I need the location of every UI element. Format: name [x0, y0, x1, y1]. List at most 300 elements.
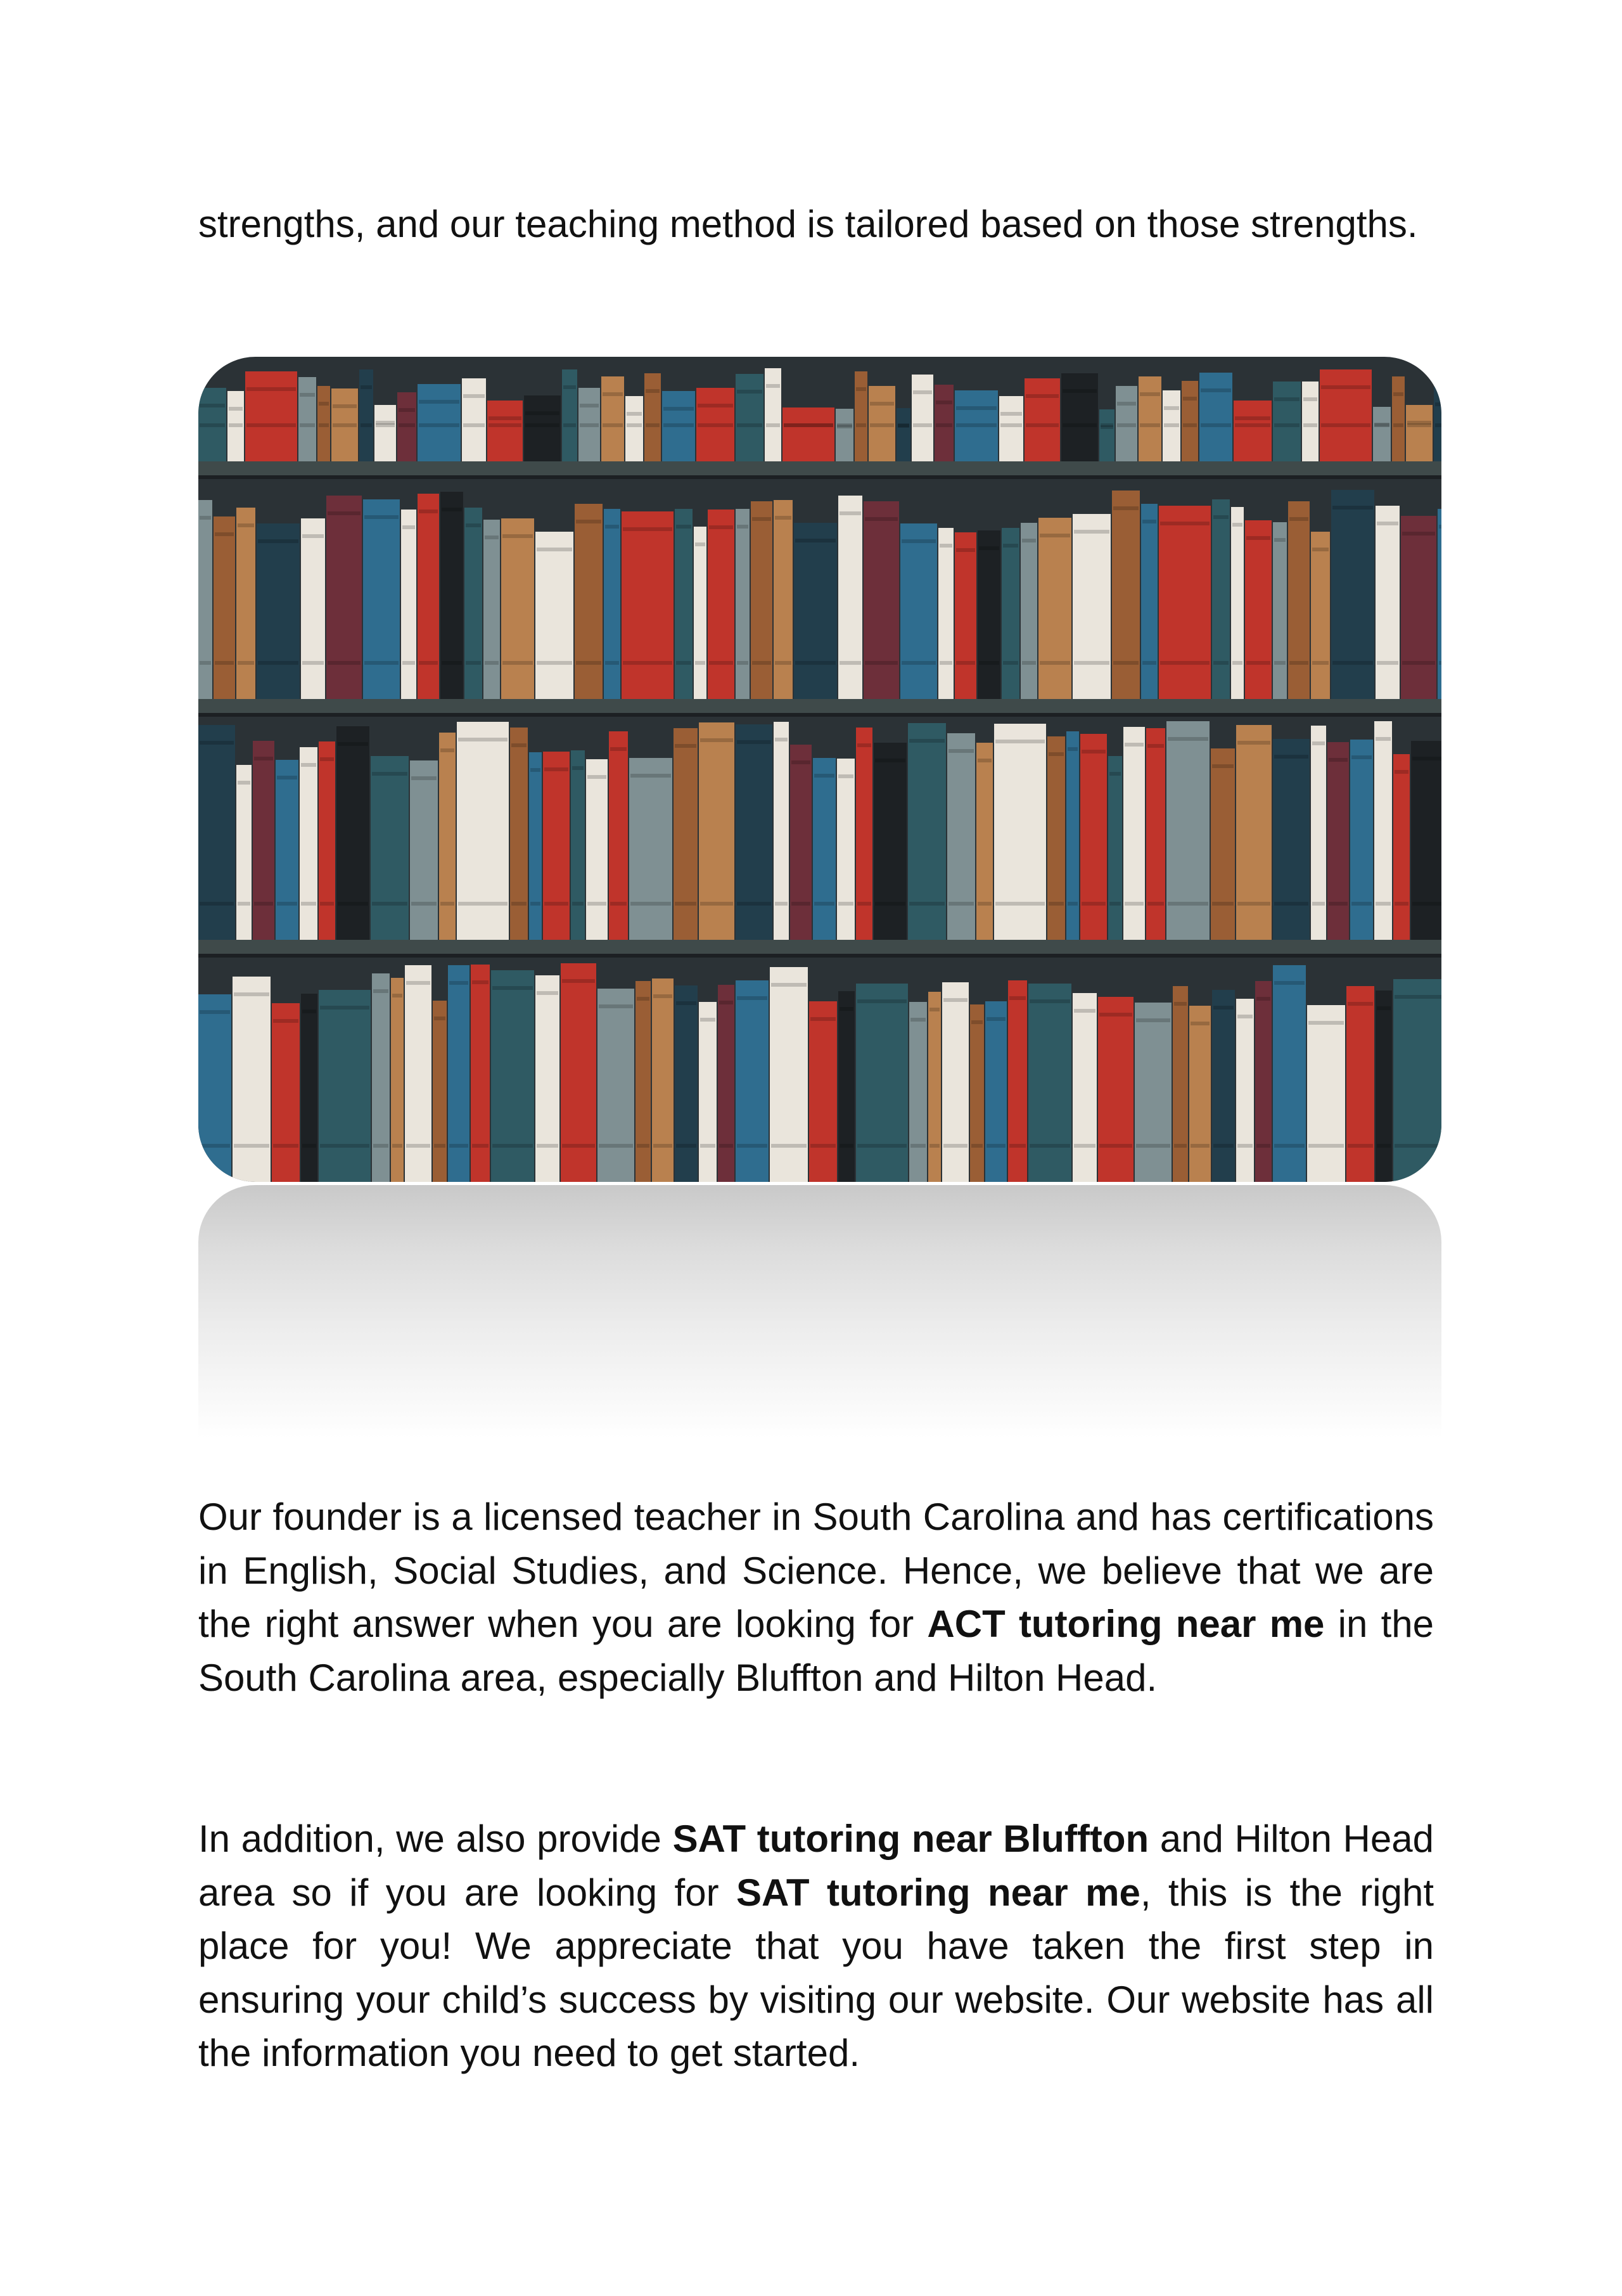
- book-spine-band: [530, 902, 540, 906]
- book-spine-band: [784, 423, 833, 427]
- paragraph-intro-continuation: [198, 198, 1434, 252]
- book-spine-band: [971, 1144, 983, 1148]
- book-spine-band: [1168, 902, 1208, 906]
- book-spine-band: [637, 1144, 649, 1148]
- book-spine-band: [775, 738, 788, 741]
- book-spine-band: [913, 390, 932, 394]
- book-spine: [813, 758, 836, 940]
- book-spine: [1189, 1006, 1211, 1182]
- book-spine-band: [909, 902, 945, 906]
- book-spine: [510, 728, 528, 940]
- book-spine: [524, 395, 561, 461]
- book-spine: [699, 1002, 717, 1182]
- book-spine-band: [978, 902, 992, 906]
- book-spine-band: [875, 902, 905, 906]
- book-spine: [774, 722, 789, 940]
- book-spine-band: [1237, 1015, 1253, 1018]
- paragraph-text: strengths, and our teaching method is tailored based on those strengths.: [198, 203, 1418, 245]
- book-spine-band: [1321, 385, 1370, 389]
- book-spine-band: [1274, 423, 1300, 427]
- book-spine-band: [273, 1019, 298, 1023]
- book-spine-band: [200, 516, 211, 520]
- book-spine: [1061, 373, 1098, 461]
- book-spine: [1327, 742, 1349, 940]
- book-spine: [535, 975, 559, 1182]
- book-spine-band: [1308, 1021, 1344, 1025]
- book-spine: [675, 509, 693, 699]
- book-spine: [856, 728, 872, 940]
- bold-keyword-act-tutoring: ACT tutoring near me: [927, 1603, 1325, 1645]
- book-spine-band: [1160, 522, 1210, 525]
- book-spine-band: [301, 902, 316, 906]
- book-spine: [1311, 532, 1330, 699]
- book-spine: [214, 516, 235, 699]
- book-spine-band: [1393, 392, 1403, 396]
- book-spine: [694, 527, 706, 699]
- book-spine: [675, 985, 698, 1182]
- book-spine: [371, 756, 409, 940]
- book-spine: [856, 984, 908, 1182]
- book-spine-band: [419, 661, 438, 665]
- book-spine-band: [875, 759, 905, 762]
- book-spine-band: [1351, 902, 1372, 906]
- book-spine: [1047, 736, 1065, 940]
- book-spine-band: [563, 423, 576, 427]
- book-spine: [457, 722, 509, 940]
- book-spine: [359, 369, 373, 461]
- book-spine: [790, 745, 812, 940]
- book-spine-band: [752, 661, 771, 665]
- book-spine-band: [492, 986, 533, 990]
- book-spine-band: [511, 902, 527, 906]
- book-spine-band: [572, 766, 584, 770]
- book-spine: [300, 747, 317, 940]
- book-spine: [837, 759, 855, 940]
- book-spine-band: [1435, 423, 1441, 427]
- book-spine-band: [653, 994, 672, 998]
- book-spine: [1392, 376, 1405, 461]
- book-spine-band: [373, 1144, 388, 1148]
- book-spine-band: [700, 902, 733, 906]
- paragraph-text: In addition, we also provide: [198, 1818, 673, 1860]
- book-spine-band: [623, 661, 672, 665]
- book-spine-band: [1274, 661, 1286, 665]
- book-spine-band: [719, 1001, 733, 1004]
- book-spine-band: [995, 740, 1045, 743]
- book-spine: [1108, 756, 1122, 940]
- book-spine-band: [333, 404, 357, 408]
- book-spine-band: [562, 1144, 595, 1148]
- book-spine-band: [840, 511, 861, 515]
- book-spine-band: [795, 661, 836, 665]
- book-spine-band: [857, 999, 907, 1003]
- book-spine: [501, 518, 534, 699]
- book-spine: [1320, 369, 1372, 461]
- book-spine: [609, 731, 628, 940]
- book-spine-band: [1274, 981, 1305, 985]
- book-spine-band: [320, 1006, 369, 1010]
- book-spine: [1112, 491, 1140, 699]
- book-spine-band: [979, 661, 999, 665]
- book-spine-band: [630, 902, 671, 906]
- book-spine-band: [737, 1144, 767, 1148]
- book-spine-band: [1232, 523, 1242, 527]
- book-spine-band: [434, 1017, 445, 1020]
- book-spine: [561, 963, 596, 1182]
- book-spine: [571, 750, 585, 940]
- book-spine-band: [1402, 532, 1435, 536]
- book-spine-band: [737, 902, 771, 906]
- book-spine: [938, 528, 954, 699]
- book-spine: [909, 1002, 927, 1182]
- book-spine-band: [328, 511, 361, 515]
- book-spine-band: [1082, 902, 1106, 906]
- book-spine-band: [502, 661, 533, 665]
- book-spine-band: [458, 738, 508, 741]
- book-spine-band: [1000, 423, 1022, 427]
- book-spine-band: [709, 525, 733, 529]
- book-spine: [1080, 734, 1107, 940]
- book-spine: [236, 508, 255, 699]
- book-spine-band: [364, 661, 399, 665]
- book-spine-band: [338, 902, 368, 906]
- book-spine: [1098, 997, 1133, 1182]
- book-spine-band: [1308, 1144, 1344, 1148]
- book-spine: [1236, 999, 1254, 1182]
- book-spine: [1139, 376, 1161, 461]
- book-spine-band: [936, 423, 952, 427]
- book-spine-band: [320, 1144, 369, 1148]
- book-spine: [1159, 506, 1211, 699]
- book-spine-band: [238, 902, 250, 906]
- book-spine-band: [1009, 1144, 1026, 1148]
- book-spine-band: [576, 661, 601, 665]
- book-spine-band: [1099, 1013, 1132, 1017]
- book-spine: [535, 532, 573, 699]
- book-spine-band: [737, 525, 748, 529]
- book-spine-band: [1201, 423, 1231, 427]
- book-spine-band: [525, 411, 559, 415]
- book-spine-band: [1160, 661, 1210, 665]
- book-spine: [908, 723, 946, 940]
- book-spine: [994, 724, 1046, 940]
- book-spine-band: [1063, 389, 1097, 393]
- book-spine-band: [676, 1144, 696, 1148]
- book-spine: [1141, 504, 1158, 699]
- book-spine-band: [1289, 517, 1308, 521]
- book-spine-band: [1147, 902, 1164, 906]
- book-spine-band: [463, 394, 485, 398]
- book-spine: [699, 722, 734, 940]
- book-spine-band: [837, 423, 852, 427]
- book-spine-band: [1183, 397, 1197, 401]
- book-spine-band: [795, 539, 836, 542]
- book-spine-band: [865, 661, 898, 665]
- book-spine-band: [419, 423, 459, 427]
- book-spine-band: [663, 423, 694, 427]
- book-spine-band: [791, 902, 810, 906]
- book-spine-band: [737, 661, 748, 665]
- book-spine-band: [857, 902, 871, 906]
- book-spine-band: [1212, 764, 1234, 768]
- book-spine-band: [948, 749, 974, 753]
- book-spine-band: [302, 1144, 316, 1148]
- book-spine-band: [200, 1010, 230, 1014]
- book-spine-band: [698, 404, 733, 407]
- book-spine-band: [1377, 661, 1398, 665]
- book-spine-band: [338, 742, 368, 746]
- book-spine-band: [676, 661, 691, 665]
- book-spine: [736, 509, 750, 699]
- book-spine-band: [392, 994, 402, 997]
- book-spine: [1211, 748, 1235, 940]
- book-spine-band: [1101, 423, 1113, 427]
- book-spine-band: [1003, 661, 1018, 665]
- book-spine-band: [1191, 1144, 1210, 1148]
- book-spine: [774, 500, 793, 699]
- book-spine: [985, 1001, 1007, 1182]
- book-spine-band: [1109, 902, 1121, 906]
- book-spine-band: [698, 423, 733, 427]
- book-spine: [708, 510, 734, 699]
- book-spine-band: [587, 902, 606, 906]
- book-spine: [462, 378, 486, 461]
- book-spine-band: [215, 661, 234, 665]
- book-spine-band: [361, 423, 372, 427]
- book-spine-band: [254, 757, 273, 760]
- book-spine-band: [399, 408, 415, 412]
- book-spine-band: [458, 902, 508, 906]
- book-spine: [276, 760, 298, 940]
- book-spine-band: [434, 1144, 445, 1148]
- book-spine-band: [1212, 902, 1234, 906]
- book-spine: [928, 992, 941, 1182]
- book-spine-band: [1191, 1022, 1210, 1025]
- book-spine-band: [605, 661, 619, 665]
- book-spine: [1021, 523, 1037, 699]
- photo-reflection: [198, 1185, 1441, 1439]
- book-spine-band: [587, 775, 606, 779]
- book-spine-band: [1274, 755, 1308, 759]
- book-spine-band: [1407, 423, 1431, 427]
- book-spine: [1438, 509, 1441, 699]
- book-spine-band: [599, 1144, 633, 1148]
- book-spine: [864, 501, 899, 699]
- book-spine-band: [948, 902, 974, 906]
- book-spine-band: [898, 423, 909, 427]
- book-spine-band: [1376, 902, 1391, 906]
- book-spine-band: [1063, 423, 1097, 427]
- book-spine-band: [599, 1004, 633, 1008]
- book-spine-band: [537, 548, 572, 551]
- book-spine-band: [610, 747, 627, 751]
- book-spine: [401, 510, 416, 699]
- book-spine-band: [1274, 538, 1286, 542]
- book-spine-band: [319, 423, 329, 427]
- book-spine-band: [1395, 770, 1408, 774]
- book-spine: [464, 508, 482, 699]
- shelf-board: [198, 461, 1441, 475]
- bold-keyword-sat-bluffton: SAT tutoring near Bluffton: [672, 1818, 1149, 1860]
- shelf-shadow: [198, 475, 1441, 479]
- book-spine-band: [1395, 1144, 1441, 1148]
- book-spine-band: [402, 525, 415, 529]
- book-spine-band: [675, 902, 696, 906]
- paragraph-text: Our founder is a licensed teacher in South Carolina and has certifications in English, Social Studies, and Science. Hence, we believe that we are the right answer when you are looking for: [198, 1496, 1434, 1645]
- book-spine-band: [700, 1144, 715, 1148]
- book-spine-band: [1136, 1144, 1170, 1148]
- book-spine-band: [1049, 902, 1064, 906]
- book-spine: [874, 743, 907, 940]
- shelf-board: [198, 699, 1441, 713]
- book-spine-band: [485, 536, 499, 539]
- book-spine: [1236, 725, 1272, 940]
- book-spine-band: [372, 902, 407, 906]
- paragraph-founder: [198, 1491, 1434, 1705]
- book-spine: [319, 741, 335, 940]
- book-spine: [625, 396, 643, 461]
- book-spine-band: [700, 1018, 715, 1022]
- book-spine-band: [870, 423, 894, 427]
- book-spine-band: [258, 539, 298, 543]
- book-spine-band: [1351, 755, 1372, 759]
- book-spine-band: [929, 1144, 940, 1148]
- book-spine-band: [258, 661, 298, 665]
- book-spine-band: [489, 423, 521, 427]
- book-spine-band: [627, 412, 642, 416]
- book-spine: [652, 978, 674, 1182]
- book-spine: [1406, 405, 1433, 461]
- book-spine-band: [910, 1018, 926, 1022]
- book-spine: [1393, 979, 1441, 1182]
- book-spine-band: [472, 1144, 489, 1148]
- book-spine-band: [1142, 520, 1156, 523]
- book-spine: [912, 375, 933, 461]
- book-spine-band: [544, 902, 568, 906]
- book-spine-band: [737, 390, 762, 394]
- book-spine: [809, 1001, 837, 1182]
- book-spine-band: [1082, 750, 1106, 754]
- book-spine: [838, 991, 855, 1182]
- book-spine-band: [810, 1144, 836, 1148]
- book-spine-band: [373, 989, 388, 993]
- bookshelf-photo: [198, 357, 1441, 1182]
- book-spine-band: [627, 423, 642, 427]
- book-spine: [1288, 501, 1310, 699]
- book-spine: [736, 724, 772, 940]
- book-spine-band: [485, 661, 499, 665]
- book-spine-band: [525, 423, 559, 427]
- book-spine: [1350, 740, 1373, 940]
- book-spine-band: [695, 661, 705, 665]
- book-spine-band: [442, 508, 462, 511]
- book-spine-band: [676, 525, 691, 529]
- book-spine: [947, 733, 975, 940]
- book-spine-band: [1068, 902, 1078, 906]
- book-spine: [629, 758, 672, 940]
- book-spine-band: [328, 661, 361, 665]
- book-spine-band: [653, 1144, 672, 1148]
- book-spine: [674, 728, 698, 940]
- book-spine-band: [1237, 902, 1270, 906]
- book-spine: [1302, 382, 1319, 461]
- book-spine-band: [1213, 515, 1229, 519]
- book-spine-band: [1003, 544, 1018, 548]
- book-spine-band: [979, 546, 999, 550]
- book-spine: [440, 492, 463, 699]
- book-spine-band: [273, 1144, 298, 1148]
- book-spine-band: [856, 423, 866, 427]
- book-spine: [1374, 721, 1392, 940]
- book-spine: [838, 496, 862, 699]
- book-spine: [491, 970, 534, 1182]
- book-spine: [1411, 741, 1441, 940]
- book-spine-band: [200, 741, 234, 745]
- book-spine: [935, 385, 954, 461]
- book-spine-band: [463, 423, 485, 427]
- book-spine: [736, 980, 769, 1182]
- book-spine-band: [956, 423, 997, 427]
- book-spine-band: [857, 743, 871, 747]
- bold-keyword-sat-near-me: SAT tutoring near me: [736, 1871, 1140, 1914]
- book-spine-band: [902, 661, 936, 665]
- book-spine-band: [1332, 661, 1373, 665]
- book-spine: [976, 743, 993, 940]
- book-spine: [1146, 728, 1165, 940]
- book-spine: [586, 759, 608, 940]
- book-spine-band: [1377, 1006, 1391, 1010]
- book-spine-band: [771, 1144, 807, 1148]
- book-spine: [1099, 409, 1114, 461]
- book-spine: [272, 1003, 300, 1182]
- book-spine-band: [737, 740, 771, 744]
- book-spine: [233, 977, 271, 1182]
- book-spine: [751, 501, 772, 699]
- book-spine: [836, 409, 853, 461]
- book-spine-band: [870, 402, 894, 406]
- book-spine-band: [902, 539, 936, 543]
- book-spine-band: [277, 776, 297, 779]
- book-spine-band: [580, 404, 599, 407]
- book-spine-band: [857, 1144, 907, 1148]
- book-spine: [1173, 986, 1188, 1182]
- paragraph-text: in the South Carolina area, especially Bluffton and Hilton Head.: [198, 1603, 1434, 1699]
- book-spine-band: [1201, 388, 1231, 392]
- book-spine-band: [936, 401, 952, 404]
- book-spine-band: [402, 661, 415, 665]
- bookshelf-image: [198, 357, 1441, 1182]
- book-spine-band: [302, 661, 324, 665]
- book-spine-band: [856, 387, 866, 391]
- book-spine-band: [492, 1144, 533, 1148]
- book-spine-band: [1235, 423, 1270, 427]
- book-spine-band: [1213, 1144, 1234, 1148]
- book-spine-band: [489, 416, 521, 420]
- book-spine-band: [940, 544, 952, 548]
- book-spine-band: [1136, 1018, 1170, 1022]
- book-spine-band: [737, 423, 762, 427]
- shelf-board: [198, 940, 1441, 954]
- book-spine-band: [766, 384, 780, 388]
- book-spine-band: [737, 996, 767, 1000]
- book-spine: [319, 990, 371, 1182]
- book-spine: [1002, 528, 1019, 699]
- book-spine: [978, 530, 1000, 699]
- book-spine-band: [971, 1020, 983, 1024]
- book-spine-band: [319, 402, 329, 406]
- book-spine: [253, 741, 274, 940]
- book-spine: [955, 532, 976, 699]
